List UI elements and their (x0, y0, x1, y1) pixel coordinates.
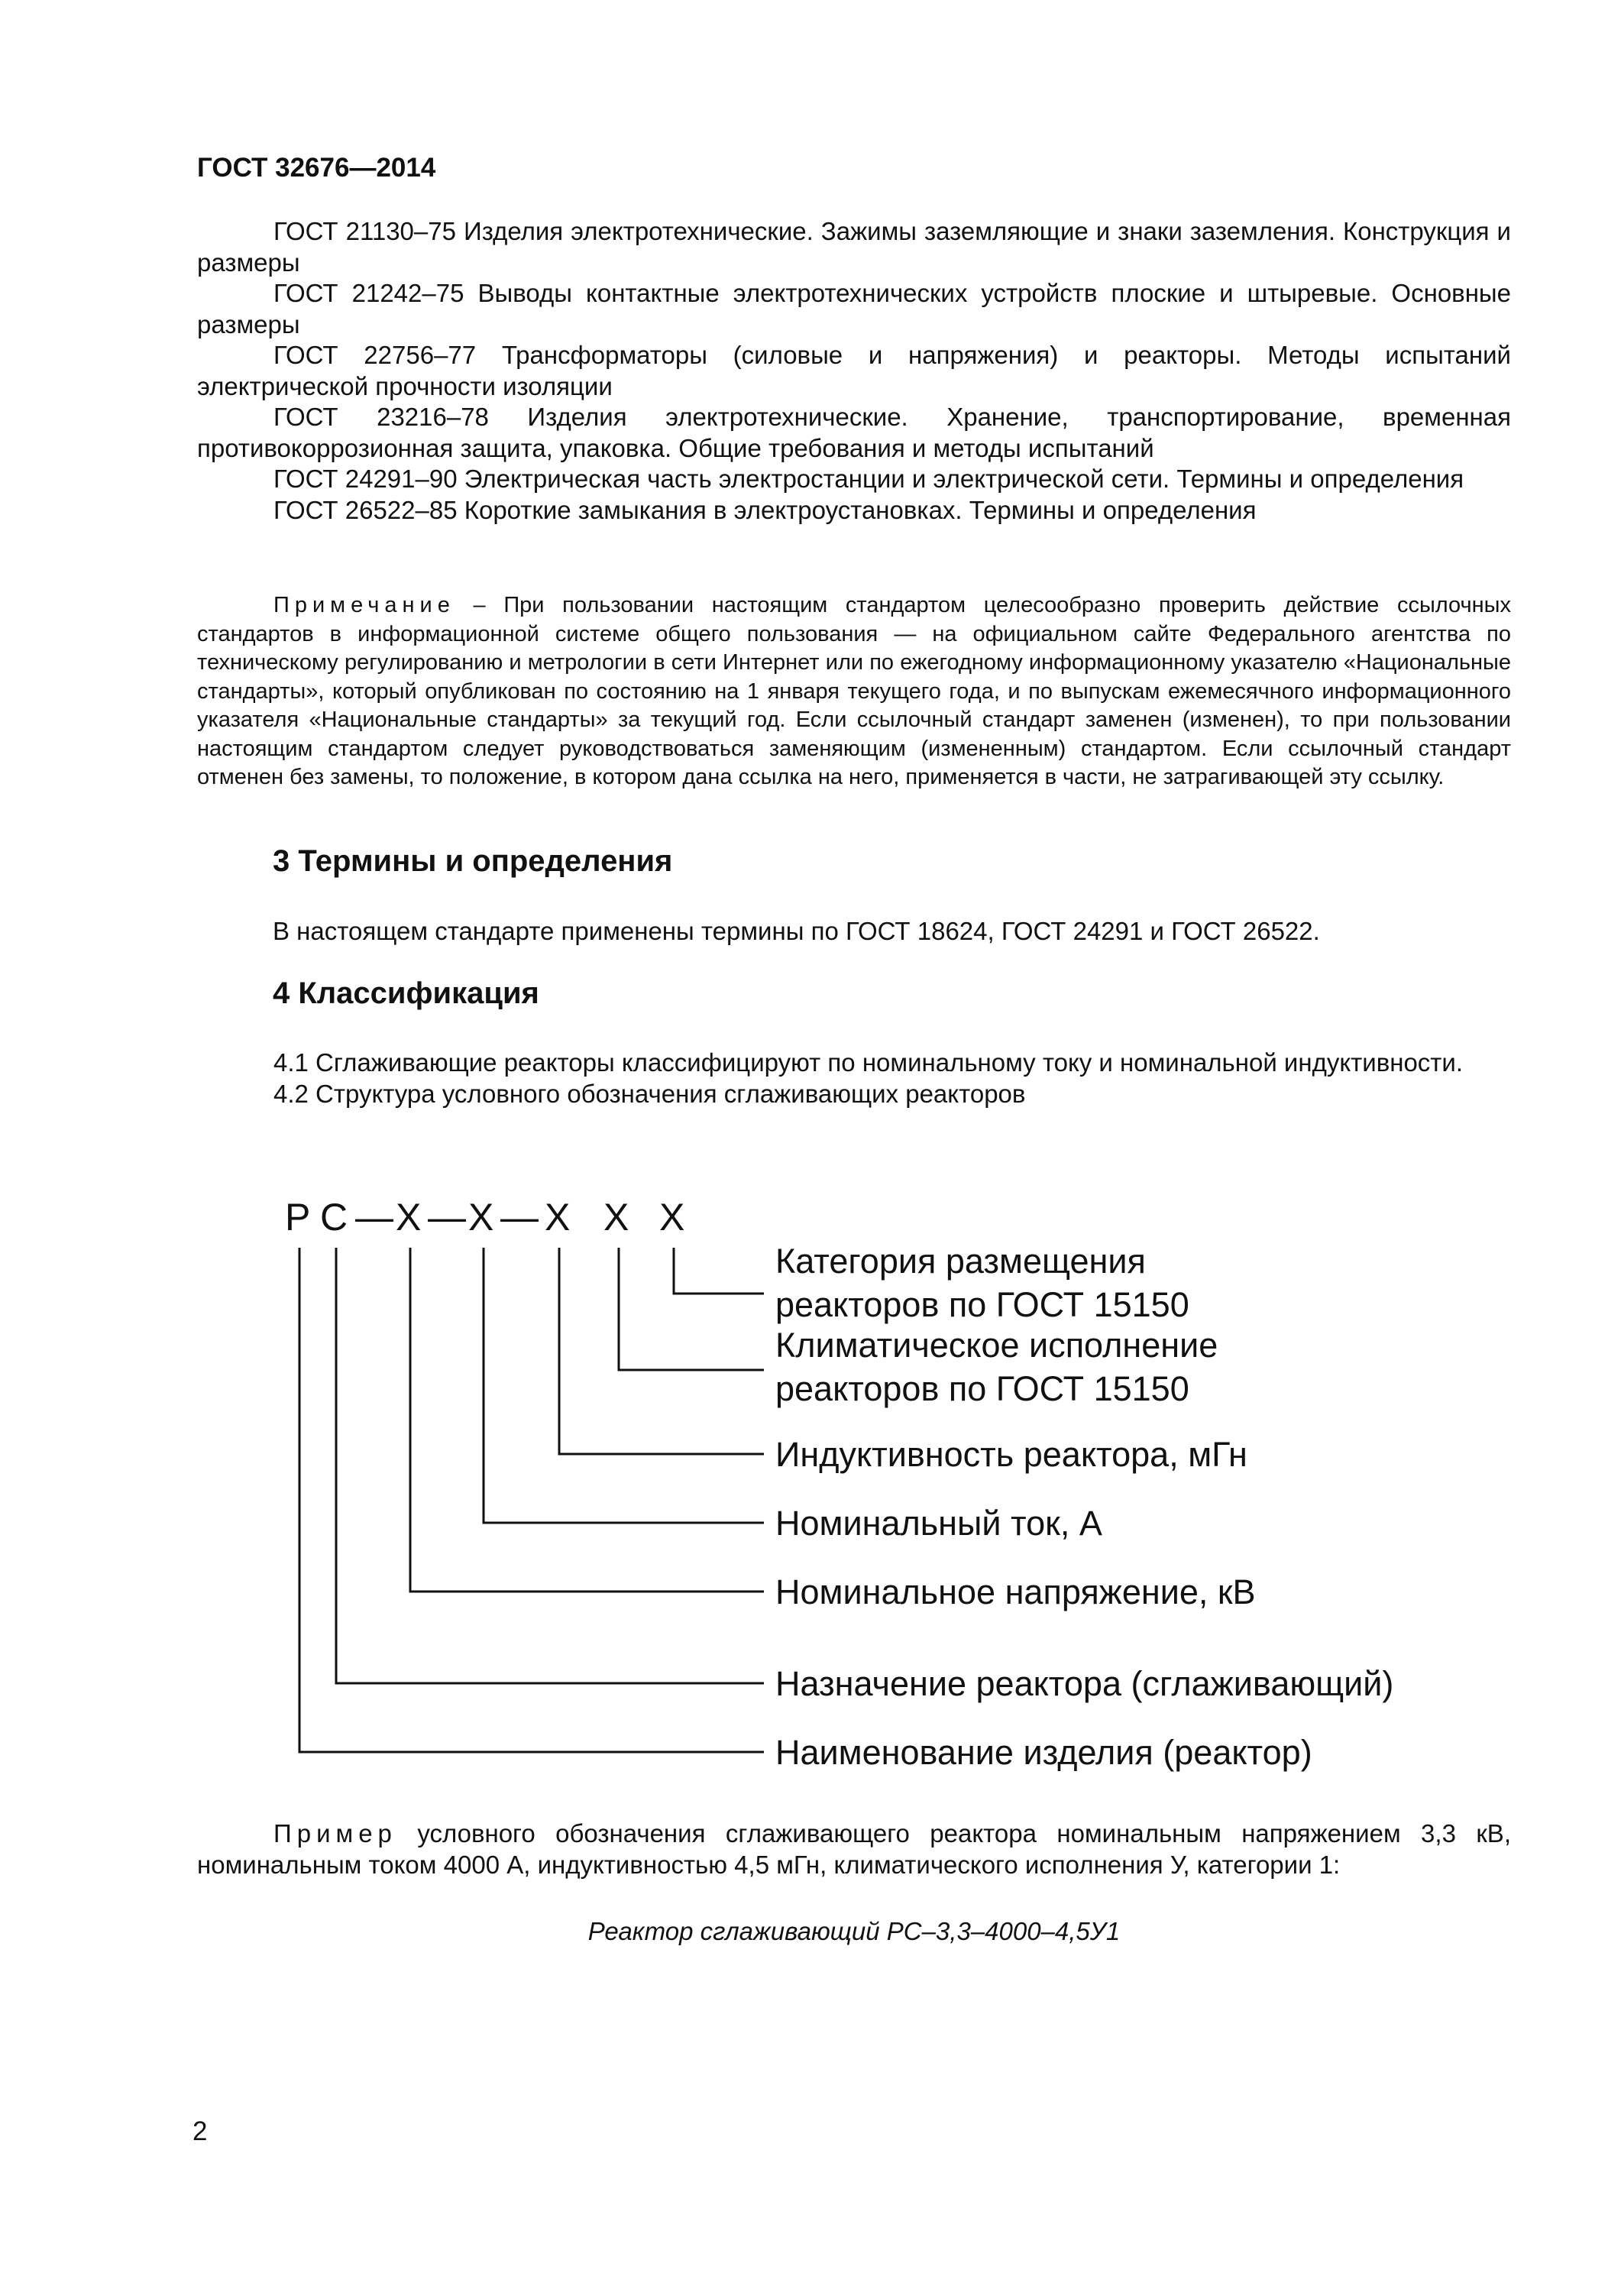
example-designation: Реактор сглаживающий РС–3,3–4000–4,5У1 (587, 1917, 1121, 1945)
section-3-text: В настоящем стандарте применены термины по ГОСТ 18624, ГОСТ 24291 и ГОСТ 26522. (273, 917, 1320, 945)
leader-line (619, 1248, 764, 1370)
note-text: – При пользовании настоящим стандартом целесообразно проверить действие ссылочных стандартов в информационной системе общего пользования — на официальном сайте Федерального агентства по техническому регулированию и метрологии в сети Интернет или по ежегодному информационному указателю «Национальные стандарты», который опубликован по состоянию на 1 января текущего года, и по выпускам ежемесячного информационного указателя «Национальные стандарты» за текущий год. Если ссылочный стандарт заменен (изменен), то при пользовании настоящим стандартом следует руководствоваться заменяющим (измененным) стандартом. Если ссылочный стандарт отменен без замены, то положение, в котором дана ссылка на него, применяется в части, не затрагивающей эту ссылку. (197, 593, 1511, 789)
designation-label: Наименование изделия (реактор) (775, 1733, 1312, 1772)
leader-line (336, 1248, 764, 1683)
normative-references-list (197, 216, 1511, 526)
note-paragraph (197, 591, 1511, 792)
leader-line (674, 1248, 764, 1294)
leader-line (559, 1248, 764, 1454)
document-code-header: ГОСТ 32676—2014 (197, 153, 436, 183)
designation-label: Климатическое исполнение (775, 1326, 1218, 1365)
clause-4-2: 4.2 Структура условного обозначения сглаживающих реакторов (273, 1079, 1026, 1108)
formula-char: Х (545, 1196, 571, 1239)
designation-label: реакторов по ГОСТ 15150 (775, 1369, 1189, 1408)
note-label: Примечание (273, 593, 455, 617)
leader-line (299, 1248, 764, 1752)
reference-item: ГОСТ 26522–85 Короткие замыкания в электроустановках. Термины и определения (273, 495, 1257, 524)
formula-char: Х (468, 1196, 494, 1239)
formula-char: С (320, 1196, 348, 1239)
example-text: условного обозначения сглаживающего реактора номинальным напряжением 3,3 кВ, номинальным током 4000 А, индуктивностью 4,5 мГн, климатического исполнения У, категории 1: (197, 1819, 1511, 1879)
formula-char: — (428, 1196, 466, 1239)
leader-line (484, 1248, 764, 1523)
reference-item: ГОСТ 22756–77 Трансформаторы (силовые и напряжения) и реакторы. Методы испытаний электрической прочности изоляции (197, 341, 1511, 400)
example-paragraph (197, 1818, 1511, 1880)
section-4-body (197, 1048, 1511, 1109)
formula-char: Х (603, 1196, 629, 1239)
formula-char: — (355, 1196, 393, 1239)
formula-char: Х (396, 1196, 422, 1239)
reference-item: ГОСТ 24291–90 Электрическая часть электростанции и электрической сети. Термины и определения (273, 465, 1464, 493)
formula-char: Х (659, 1196, 685, 1239)
designation-label: реакторов по ГОСТ 15150 (775, 1285, 1189, 1324)
section-4-heading: 4 Классификация (273, 976, 539, 1010)
page-number: 2 (193, 2116, 208, 2146)
designation-label: Категория размещения (775, 1242, 1146, 1281)
formula-char: Р (285, 1196, 311, 1239)
reference-item: ГОСТ 21130–75 Изделия электротехнические. Зажимы заземляющие и знаки заземления. Конструкция и размеры (197, 217, 1511, 277)
reference-item: ГОСТ 21242–75 Выводы контактные электротехнических устройств плоские и штыревые. Основные размеры (197, 279, 1511, 338)
example-label: Пример (273, 1819, 397, 1847)
clause-4-1: 4.1 Сглаживающие реакторы классифицируют по номинальному току и номинальной индуктивности. (273, 1048, 1464, 1077)
formula-char: — (500, 1196, 539, 1239)
designation-label: Индуктивность реактора, мГн (775, 1435, 1247, 1474)
designation-label: Номинальное напряжение, кВ (775, 1572, 1256, 1611)
designation-label: Номинальный ток, А (775, 1504, 1102, 1543)
reference-item: ГОСТ 23216–78 Изделия электротехнические. Хранение, транспортирование, временная противокоррозионная защита, упаковка. Общие требования и методы испытаний (197, 403, 1511, 462)
leader-line (410, 1248, 764, 1592)
designation-label: Назначение реактора (сглаживающий) (775, 1664, 1394, 1703)
section-3-heading: 3 Термины и определения (273, 844, 673, 878)
